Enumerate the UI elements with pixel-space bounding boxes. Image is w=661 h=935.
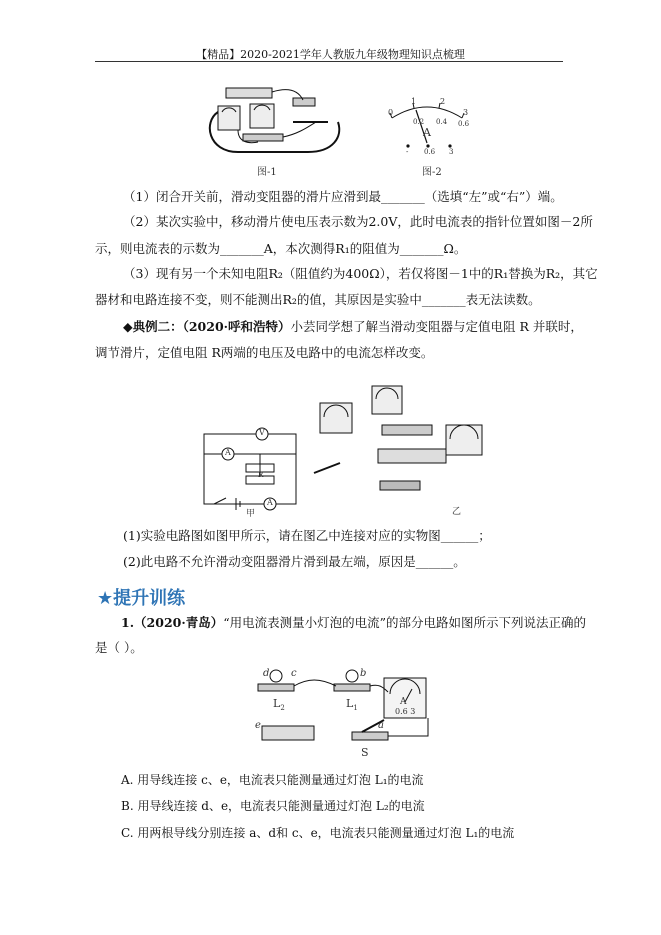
option-c: C. 用两根导线分别连接 a、d和 c、e，电流表只能测量通过灯泡 L₁的电流 [121,826,515,840]
ammeter-terminal-3: 3 [449,148,454,156]
bulb-L2-sub: 2 [280,704,285,713]
ammeter-terminal-minus: - [406,148,409,156]
bulb-L2-L: L [273,697,281,710]
figure-1-circuit [198,82,348,162]
example-2-question-1: (1)实验电路图如图甲所示，请在图乙中连接对应的实物图______； [123,528,491,543]
bulb-label-b: b [360,668,367,679]
ammeter-scale-top-0: 0 [388,108,394,117]
diagram-label-R: R [258,471,264,479]
problem-1-text-1: “用电流表测量小灯泡的电流”的部分电路如图所示下列说法正确的 [223,615,586,630]
question-2-line-2: 示，则电流表的示数为_______A，本次测得R₁的阻值为_______Ω。 [95,241,467,256]
figure-1-caption: 图-1 [257,167,277,178]
question-1: （1）闭合开关前，滑动变阻器的滑片应滑到最_______（选填“左”或“右”）端。 [123,189,563,204]
diagram-label-A: A [225,448,231,457]
problem-1-line-1 [121,617,586,630]
example-2-line-2: 调节滑片，定值电阻 R两端的电压及电路中的电流怎样改变。 [95,345,434,360]
example-2-question-2: (2)此电路不允许滑动变阻器滑片滑到最左端，原因是______。 [123,554,466,569]
ammeter-terminal-0.6: 0.6 [424,148,436,156]
bulb-L2-label [273,697,285,712]
problem-1-line-2: 是（ ）。 [95,640,143,655]
ammeter-scale-bottom-1: 0.2 [413,118,425,126]
ammeter-scale-label: 0.6 3 [395,707,416,716]
option-b: B. 用导线连接 d、e，电流表只能测量通过灯泡 L₂的电流 [121,799,425,813]
figure-3-caption-jia: 甲 [246,509,256,519]
diagram-label-A2: A [267,498,273,507]
ammeter-A-label: A [400,697,407,707]
bulb-label-d: d [263,668,270,679]
figure-3-circuit-diagram [198,420,303,515]
ammeter-scale-bottom-2: 0.4 [436,118,448,126]
bulb-L1-sub: 1 [353,704,358,713]
switch-label-S: S [361,746,369,759]
ammeter-scale-top-1: 1 [411,97,417,106]
label-e: e [255,720,261,731]
figure-2-caption: 图-2 [422,167,442,178]
diagram-label-V: V [259,428,265,437]
ammeter-scale-top-3: 3 [463,108,469,117]
ammeter-scale-top-2: 2 [440,97,446,106]
problem-1-lead: 1.（2020·青岛） [121,615,224,630]
example-2-text-1: 小芸同学想了解当滑动变阻器与定值电阻 R 并联时， [290,319,583,334]
ammeter-unit: A [423,126,431,139]
bulb-L1-L: L [346,697,354,710]
label-a: a [378,720,384,731]
page-header: 【精品】2020-2021学年人教版九年级物理知识点梳理 [196,48,465,61]
figure-3-caption-yi: 乙 [452,507,462,517]
question-2-line-1: （2）某次实验中，移动滑片使电压表示数为2.0V，此时电流表的指针位置如图－2所 [123,214,593,229]
bulb-L1-label [346,697,358,712]
figure-3-equipment [310,383,495,513]
bulb-label-c: c [291,668,297,679]
example-2-line-1 [123,321,583,334]
question-3-line-1: （3）现有另一个未知电阻R₂（阻值约为400Ω），若仅将图－1中的R₁替换为R₂，其它 [123,266,598,281]
header-rule [95,61,563,62]
option-a: A. 用导线连接 c、e，电流表只能测量通过灯泡 L₁的电流 [121,773,424,787]
example-2-lead: ◆典例二：（2020·呼和浩特） [123,319,291,334]
section-title: ★提升训练 [97,588,186,609]
ammeter-scale-bottom-3: 0.6 [458,120,470,128]
question-3-line-2: 器材和电路连接不变，则不能测出R₂的值，其原因是实验中_______表无法读数。 [95,292,541,307]
